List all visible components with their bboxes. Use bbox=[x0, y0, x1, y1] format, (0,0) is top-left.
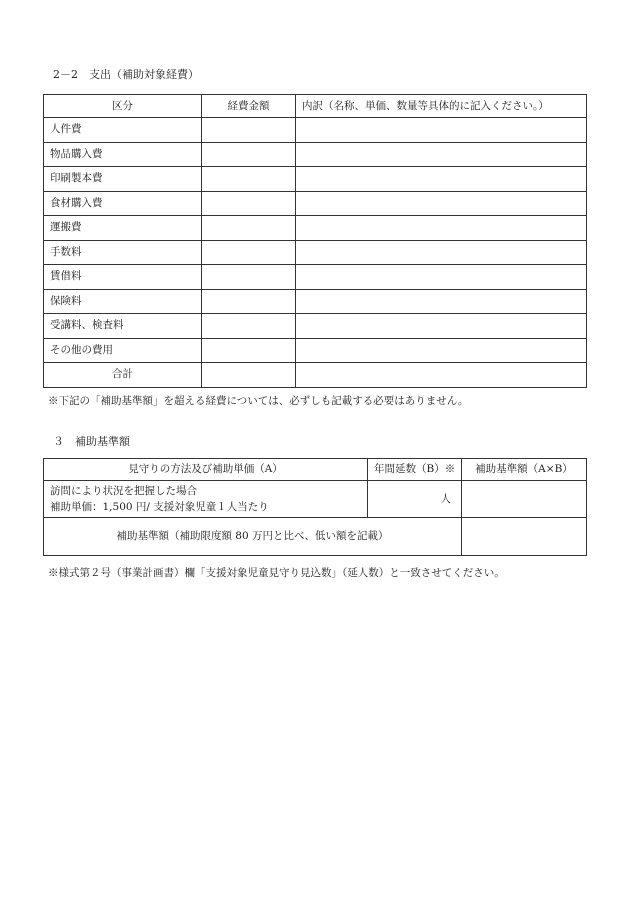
amount-cell[interactable] bbox=[202, 216, 296, 241]
expenditure-note: ※下記の「補助基準額」を超える経費については、必ずしも記載する必要はありません。 bbox=[48, 395, 469, 407]
category-cell: 食材購入費 bbox=[44, 191, 202, 216]
amount-cell[interactable] bbox=[202, 338, 296, 363]
table-row bbox=[44, 240, 587, 265]
table-row bbox=[44, 191, 587, 216]
section-heading-expenditure: 2－2 支出（補助対象経費） bbox=[53, 68, 199, 81]
column-header-category: 区分 bbox=[44, 95, 202, 118]
table-row bbox=[44, 118, 587, 143]
standard-total-label: 補助基準額（補助限度額 80 万円と比べ、低い額を記載） bbox=[44, 518, 462, 556]
amount-cell[interactable] bbox=[202, 167, 296, 192]
category-cell: 印刷製本費 bbox=[44, 167, 202, 192]
amount-cell[interactable] bbox=[202, 265, 296, 290]
amount-cell[interactable] bbox=[202, 314, 296, 339]
column-header-detail: 内訳（名称、単価、数量等具体的に記入ください。） bbox=[296, 95, 587, 118]
table-row bbox=[44, 265, 587, 290]
amount-cell[interactable] bbox=[202, 289, 296, 314]
detail-cell[interactable] bbox=[296, 265, 587, 290]
detail-cell[interactable] bbox=[296, 240, 587, 265]
category-cell: 保険料 bbox=[44, 289, 202, 314]
category-cell: 受講料、検査料 bbox=[44, 314, 202, 339]
total-detail-cell[interactable] bbox=[296, 363, 587, 388]
detail-cell[interactable] bbox=[296, 191, 587, 216]
column-header-method: 見守りの方法及び補助単価（A） bbox=[44, 459, 368, 481]
table-header-row bbox=[44, 459, 587, 481]
amount-cell[interactable] bbox=[202, 142, 296, 167]
standard-amount-cell[interactable] bbox=[462, 481, 587, 518]
subsidy-standard-note: ※様式第２号（事業計画書）欄「支援対象児童見守り見込数」（延人数）と一致させてください。 bbox=[48, 567, 505, 579]
category-cell: 運搬費 bbox=[44, 216, 202, 241]
category-cell: 賃借料 bbox=[44, 265, 202, 290]
total-row bbox=[44, 363, 587, 388]
subsidy-standard-table bbox=[43, 458, 587, 556]
count-unit: 人 bbox=[440, 492, 451, 505]
detail-cell[interactable] bbox=[296, 338, 587, 363]
detail-cell[interactable] bbox=[296, 314, 587, 339]
table-row bbox=[44, 314, 587, 339]
table-header-row bbox=[44, 95, 587, 118]
method-line-1: 訪問により状況を把握した場合 bbox=[50, 484, 197, 497]
annual-count-cell[interactable] bbox=[368, 481, 462, 518]
amount-cell[interactable] bbox=[202, 118, 296, 143]
table-row bbox=[44, 167, 587, 192]
amount-cell[interactable] bbox=[202, 240, 296, 265]
detail-cell[interactable] bbox=[296, 118, 587, 143]
category-cell: その他の費用 bbox=[44, 338, 202, 363]
detail-cell[interactable] bbox=[296, 142, 587, 167]
detail-cell[interactable] bbox=[296, 216, 587, 241]
section-heading-subsidy-standard: ３ 補助基準額 bbox=[53, 435, 130, 448]
table-row bbox=[44, 338, 587, 363]
total-row bbox=[44, 518, 587, 556]
column-header-annual-count: 年間延数（B）※ bbox=[368, 459, 462, 481]
table-row bbox=[44, 142, 587, 167]
total-label: 合計 bbox=[44, 363, 202, 388]
method-cell bbox=[44, 481, 368, 518]
amount-cell[interactable] bbox=[202, 191, 296, 216]
category-cell: 人件費 bbox=[44, 118, 202, 143]
column-header-standard-amount: 補助基準額（A×B） bbox=[462, 459, 587, 481]
total-amount-cell[interactable] bbox=[202, 363, 296, 388]
expenditure-table bbox=[43, 94, 587, 388]
category-cell: 物品購入費 bbox=[44, 142, 202, 167]
table-row bbox=[44, 289, 587, 314]
standard-total-amount-cell[interactable] bbox=[462, 518, 587, 556]
category-cell: 手数料 bbox=[44, 240, 202, 265]
detail-cell[interactable] bbox=[296, 167, 587, 192]
table-row bbox=[44, 216, 587, 241]
method-line-2: 補助単価：1,500 円/ 支援対象児童１人当たり bbox=[50, 500, 269, 513]
detail-cell[interactable] bbox=[296, 289, 587, 314]
table-row bbox=[44, 481, 587, 518]
column-header-amount: 経費金額 bbox=[202, 95, 296, 118]
